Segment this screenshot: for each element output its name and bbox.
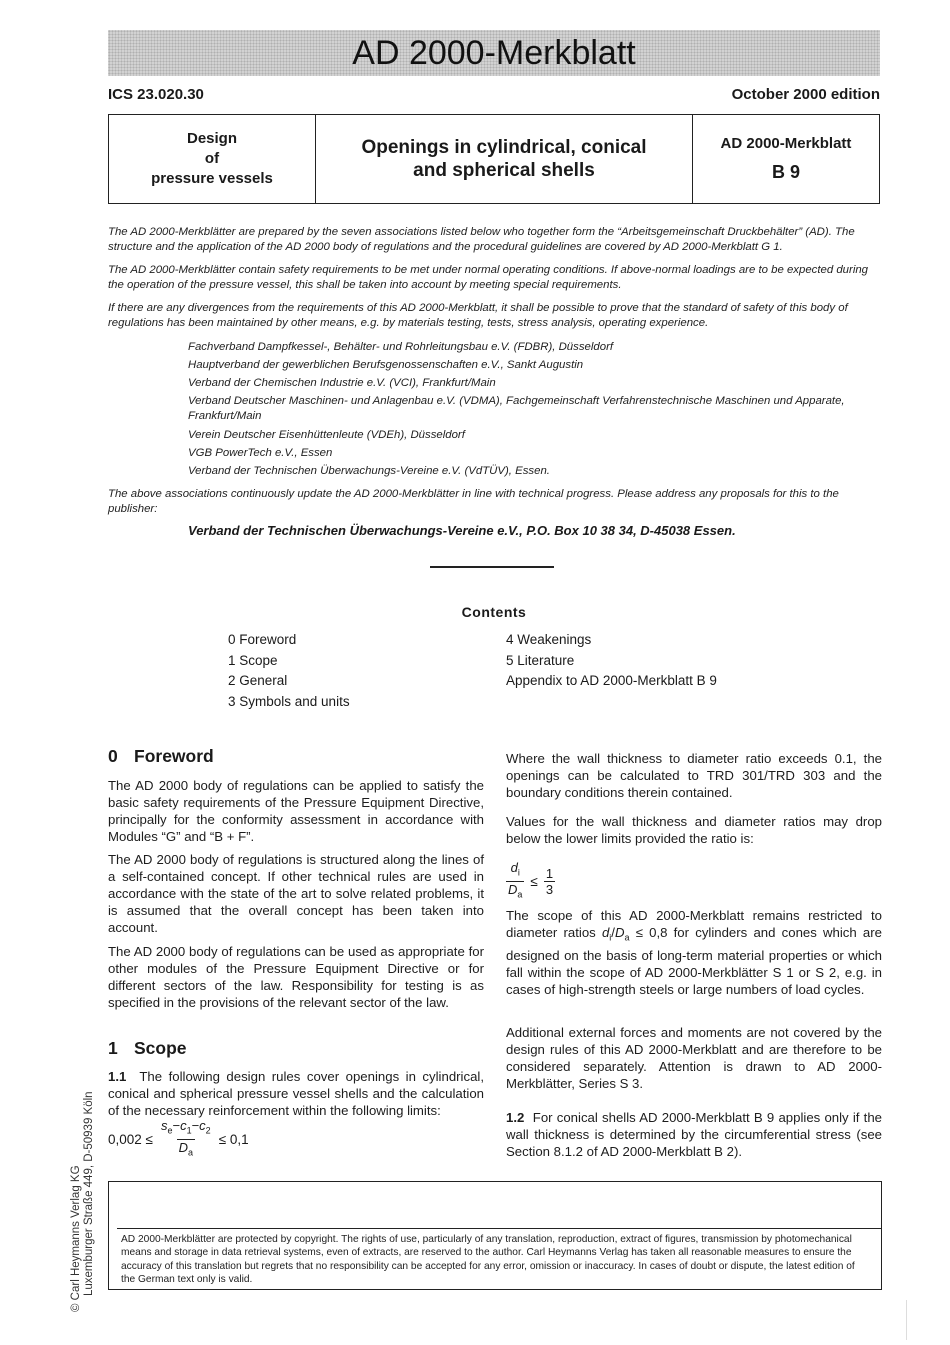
copyright-box	[108, 1181, 882, 1290]
association-2: Hauptverband der gewerblichen Berufsgenossenschaften e.V., Sankt Augustin	[188, 359, 584, 371]
foreword-paragraph-2: The AD 2000 body of regulations is structured along the lines of a self-contained concept. If other technical rules are used in accordance with the state of the art to solve related problems, it is assumed that the overall concept has been taken into account.	[108, 852, 484, 935]
category-line-3: pressure vessels	[151, 170, 273, 187]
intro-paragraph-2: The AD 2000-Merkblätter contain safety requirements to be met under normal operating conditions. If above-normal loadings are to be expected during the operation of the pressure vessel, this shall be taken into account by meeting special requirements.	[108, 264, 869, 291]
copyright-notice: AD 2000-Merkblätter are protected by copyright. The rights of use, particularly of any translation, reproduction, extract of figures, transmission by photomechanical means and storage in data retrieval systems, even of extracts, are reserved to the author. Carl Heymanns Verlag has taken all reasonable measures to ensure the accuracy of this translation but regrets that no responsibility can be accepted for any error, omission or inaccuracy. In cases of doubt or dispute, the latest edition of the German text only is valid.	[121, 1234, 855, 1286]
association-6: VGB PowerTech e.V., Essen	[188, 447, 333, 459]
clause-text: For conical shells AD 2000-Merkblatt B 9 applies only if the wall thickness is determined by the circumferential stress (see Section 8.1.2 of AD 2000-Merkblatt B 2).	[506, 1110, 882, 1159]
clause-number: 1.1	[108, 1069, 127, 1084]
intro-paragraph-3: If there are any divergences from the requirements of this AD 2000-Merkblatt, it shall be possible to prove that the standard of safety of this body of regulations has been maintained by other means, e.g. by materials testing, tests, stress analysis, operating experience.	[108, 302, 848, 329]
toc-entry[interactable]: 4 Weakenings	[506, 632, 592, 647]
document-title: AD 2000-Merkblatt	[352, 33, 636, 72]
category-line-1: Design	[186, 130, 237, 147]
scope-heading	[108, 1038, 484, 1059]
ratio-paragraph-4: Additional external forces and moments are not covered by the design rules of this AD 2000-Merkblatt and are therefore to be considered separately. Attention is drawn to AD 2000-Merkblätter, Series S 3.	[506, 1025, 882, 1091]
toc-entry[interactable]: 3 Symbols and units	[228, 693, 350, 709]
category-line-2: of	[204, 150, 220, 167]
sheet-code: B 9	[771, 162, 800, 182]
ratio-paragraph-3: The scope of this AD 2000-Merkblatt remains restricted to diameter ratios $d_i/D_a \le 0,8$ for cylinders and cones which are designed on the basis of long-term material properties or which fall within the scope of AD 2000-Merkblätter S 1 or S 2, e.g. in cases of high-strength steels or large numbers of load cycles.	[506, 908, 882, 997]
sheet-series: AD 2000-Merkblatt	[720, 135, 852, 152]
section-number: 0	[108, 746, 118, 766]
formula-relation: ≤	[530, 873, 538, 889]
scan-edge-mark	[906, 1300, 907, 1340]
clause-number: 1.2	[506, 1110, 525, 1125]
association-1: Fachverband Dampfkessel-, Behälter- und Rohrleitungsbau e.V. (FDBR), Düsseldorf	[188, 341, 614, 353]
sheet-id-cell	[693, 115, 879, 203]
formula-fraction-right: $\frac{1}{3}$	[545, 865, 554, 897]
edition-label: October 2000 edition	[731, 86, 880, 103]
toc-entry[interactable]: Appendix to AD 2000-Merkblatt B 9	[506, 673, 717, 688]
association-7: Verband der Technischen Überwachungs-Vereine e.V. (VdTÜV), Essen.	[188, 465, 550, 477]
imprint-line-1: © Carl Heymanns Verlag KG	[70, 1165, 82, 1312]
toc-entry[interactable]: 5 Literature	[506, 652, 575, 668]
thickness-ratio-formula	[108, 1118, 249, 1160]
foreword-paragraph-3: The AD 2000 body of regulations can be used as appropriate for other modules of the Pressure Equipment Directive or for different sectors of the law. Responsibility for testing is as specified in the provisions of the relevant sector of the law.	[108, 944, 484, 1010]
section-title: Scope	[134, 1038, 187, 1058]
foreword-paragraph-1: The AD 2000 body of regulations can be applied to satisfy the basic safety requirements of the Pressure Equipment Directive, principally for the conformity assessment in accordance with Modules “G” and “B + F”.	[108, 778, 484, 844]
formula-numerator: $s_e-c_1-c_2$	[160, 1118, 211, 1136]
header-box	[108, 114, 880, 204]
category-cell	[109, 115, 316, 203]
association-4: Verband Deutscher Maschinen- und Anlagenbau e.V. (VDMA), Fachgemeinschaft Verfahrenstechnische Maschinen und Apparate, Frankfurt/Main	[188, 395, 845, 422]
formula-fraction-left: $\frac{d_i}{D_a}$	[506, 860, 524, 902]
contents-list-right	[506, 630, 717, 692]
toc-entry[interactable]: 1 Scope	[228, 652, 278, 668]
foreword-heading	[108, 746, 484, 767]
publisher-imprint	[70, 1091, 96, 1312]
section-divider	[430, 566, 554, 568]
toc-entry[interactable]: 2 General	[228, 673, 288, 688]
formula-upper-bound: ≤ 0,1	[218, 1131, 249, 1147]
formula-lower-bound: 0,002 ≤	[108, 1131, 153, 1147]
ratio-paragraph-2: Values for the wall thickness and diameter ratios may drop below the lower limits provided the ratio is:	[506, 814, 882, 846]
subject-line-1: Openings in cylindrical, conical	[361, 137, 647, 158]
ratio-paragraph-1: Where the wall thickness to diameter ratio exceeds 0.1, the openings can be calculated to TRD 301/TRD 303 and the boundary conditions therein contained.	[506, 751, 882, 800]
subject-line-2: and spherical shells	[413, 160, 595, 181]
formula-fraction	[159, 1118, 213, 1160]
ics-code: ICS 23.020.30	[108, 86, 204, 103]
association-3: Verband der Chemischen Industrie e.V. (VCI), Frankfurt/Main	[188, 377, 496, 389]
intro-paragraph-4: The above associations continuously update the AD 2000-Merkblätter in line with technical progress. Please address any proposals for this to the publisher:	[108, 488, 839, 515]
contents-title: Contents	[461, 604, 527, 620]
contents-list-left	[228, 630, 350, 712]
toc-entry[interactable]: 0 Foreword	[228, 632, 297, 647]
diameter-ratio-formula	[506, 860, 555, 902]
clause-text: The following design rules cover openings in cylindrical, conical and spherical pressure vessel shells and the calculation of the necessary reinforcement within the following limits:	[108, 1069, 484, 1118]
publisher-address: Verband der Technischen Überwachungs-Vereine e.V., P.O. Box 10 38 34, D-45038 Essen.	[188, 523, 736, 538]
formula-denominator: $D_a$	[177, 1139, 195, 1161]
title-banner	[108, 30, 880, 76]
scope-paragraph-1-1	[108, 1068, 484, 1119]
association-5: Verein Deutscher Eisenhüttenleute (VDEh), Düsseldorf	[188, 429, 465, 441]
section-number: 1	[108, 1038, 118, 1058]
subject-cell	[316, 115, 693, 203]
imprint-line-2: Luxemburger Straße 449, D-50939 Köln	[83, 1091, 95, 1296]
section-title: Foreword	[134, 746, 214, 766]
intro-paragraph-1: The AD 2000-Merkblätter are prepared by the seven associations listed below who together form the “Arbeitsgemeinschaft Druckbehälter” (AD). The structure and the application of the AD 2000 body of regulations and the procedural guidelines are covered by AD 2000-Merkblatt G 1.	[108, 226, 855, 253]
scope-paragraph-1-2	[506, 1109, 882, 1160]
copyright-divider	[117, 1228, 881, 1229]
